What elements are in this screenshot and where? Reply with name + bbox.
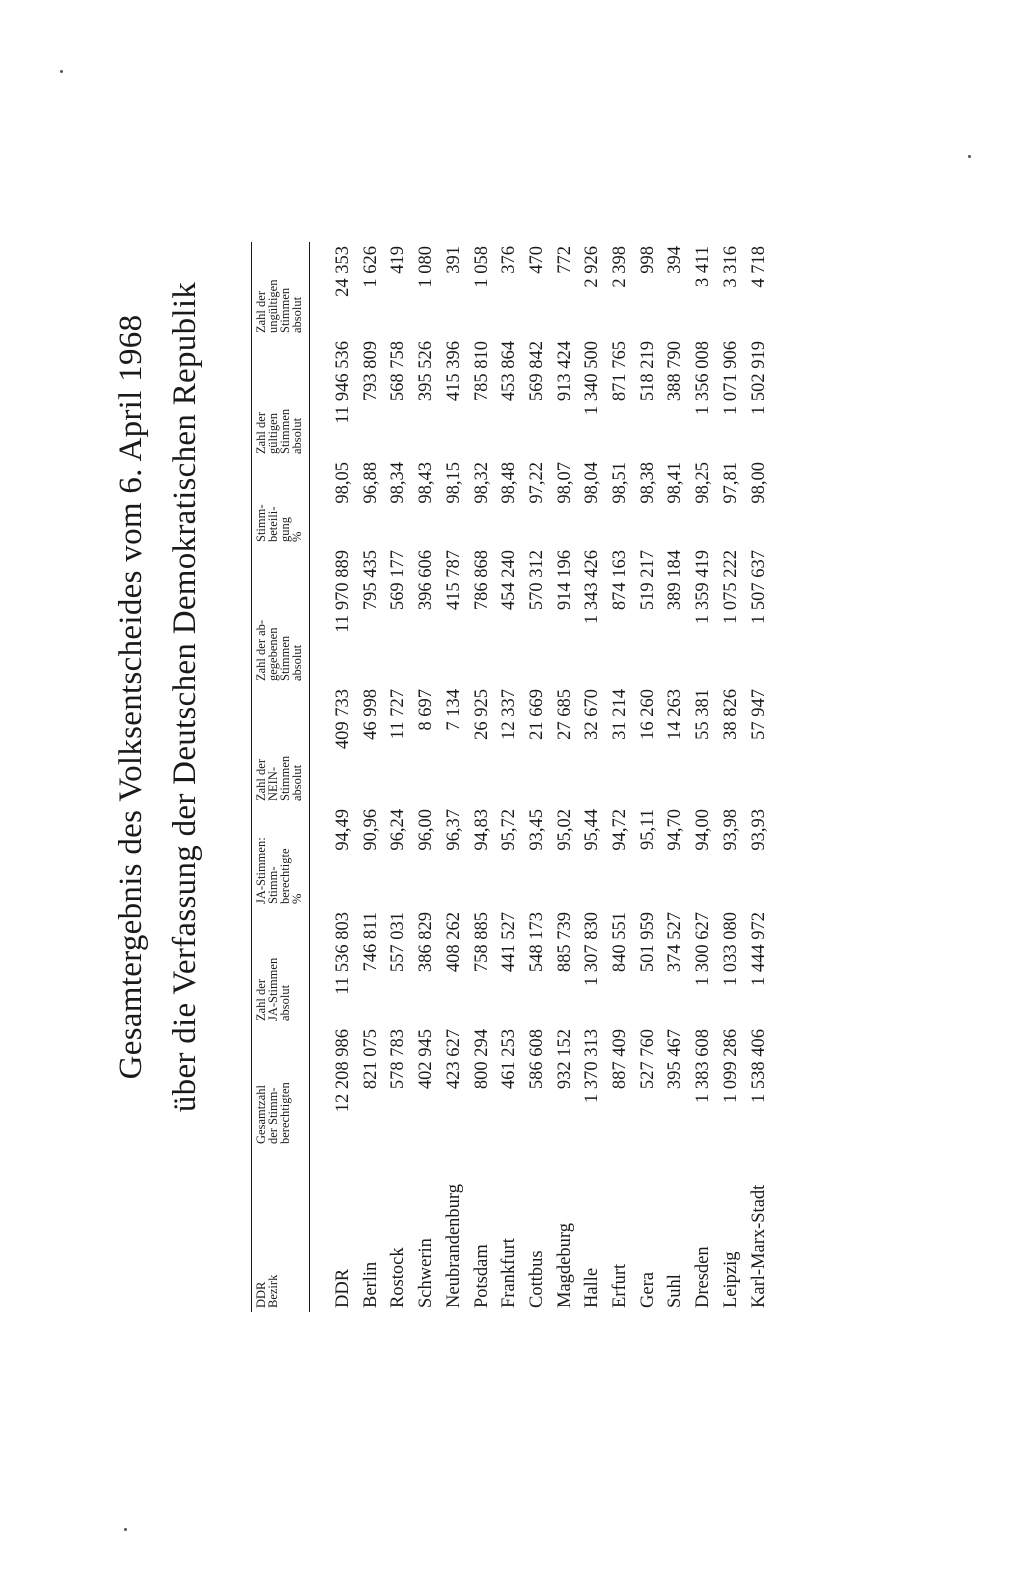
value-cell: 14 263 (665, 689, 686, 740)
value-cell: 38 826 (720, 689, 741, 740)
value-cell: 97,22 (526, 462, 547, 504)
value-cell: 1 080 (416, 246, 437, 288)
value-cell: 96,00 (416, 809, 437, 851)
value-cell: 12 208 986 (333, 1029, 353, 1113)
value-cell: 454 240 (499, 550, 520, 611)
column-header-label: Zahl der NEIN- Stimmen absolut (254, 755, 304, 801)
value-cell: 4 718 (748, 246, 769, 288)
column-header (252, 546, 310, 685)
table-row (662, 242, 690, 1312)
value-cell: 871 765 (610, 341, 631, 402)
value-cell: 388 790 (665, 341, 686, 402)
column-header-label: Gesamtzahl der Stimm- berechtigten (254, 1082, 292, 1144)
column-header (252, 458, 310, 546)
value-cell: 94,70 (665, 809, 686, 851)
value-cell: 97,81 (720, 462, 741, 504)
value-cell: 90,96 (360, 809, 381, 851)
value-cell: 785 810 (471, 341, 492, 402)
bezirk-cell: Rostock (388, 1247, 409, 1308)
table-row (413, 242, 441, 1312)
column-header-label: Zahl der ab- gegebenen Stimmen absolut (254, 619, 304, 681)
value-cell: 55 381 (693, 689, 714, 740)
value-cell: 26 925 (471, 689, 492, 740)
value-cell: 419 (388, 246, 409, 274)
value-cell: 519 217 (637, 550, 658, 611)
value-cell: 395 526 (416, 341, 437, 402)
column-header (252, 1025, 310, 1148)
value-cell: 1 300 627 (693, 912, 714, 986)
bezirk-cell: Karl-Marx-Stadt (748, 1184, 769, 1308)
value-cell: 874 163 (610, 550, 631, 611)
value-cell: 96,88 (360, 462, 381, 504)
value-cell: 887 409 (610, 1029, 631, 1090)
value-cell: 98,41 (665, 462, 686, 504)
value-cell: 11 970 889 (333, 550, 353, 633)
value-cell: 386 829 (416, 912, 437, 973)
value-cell: 96,24 (388, 809, 409, 851)
value-cell: 1 502 919 (748, 341, 769, 415)
table-row (635, 242, 663, 1312)
value-cell: 93,45 (526, 809, 547, 851)
value-cell: 95,44 (582, 809, 603, 851)
value-cell: 1 444 972 (748, 912, 769, 986)
value-cell: 800 294 (471, 1029, 492, 1090)
value-cell: 1 307 830 (582, 912, 603, 986)
value-cell: 569 177 (388, 550, 409, 611)
table-row (607, 242, 635, 1312)
page-title: Gesamtergebnis des Volksentscheides vom 6. April 1968 (113, 314, 149, 1080)
value-cell: 46 998 (360, 689, 381, 740)
bezirk-cell: Schwerin (416, 1238, 437, 1308)
bezirk-cell: Frankfurt (499, 1238, 520, 1308)
value-cell: 415 396 (443, 341, 464, 402)
scan-speck (60, 70, 63, 73)
value-cell: 998 (637, 246, 658, 274)
column-header (252, 242, 310, 337)
table-row (524, 242, 552, 1312)
results-table (251, 242, 773, 1312)
value-cell: 461 253 (499, 1029, 520, 1090)
bezirk-cell: Gera (637, 1272, 658, 1308)
table-body (310, 242, 774, 1312)
value-cell: 98,25 (693, 462, 714, 504)
value-cell: 16 260 (637, 689, 658, 740)
value-cell: 98,32 (471, 462, 492, 504)
value-cell: 453 864 (499, 341, 520, 402)
value-cell: 98,04 (582, 462, 603, 504)
value-cell: 1 343 426 (582, 550, 603, 624)
value-cell: 470 (526, 246, 547, 274)
table-row (746, 242, 774, 1312)
value-cell: 932 152 (554, 1029, 575, 1090)
value-cell: 94,72 (610, 809, 631, 851)
value-cell: 408 262 (443, 912, 464, 973)
value-cell: 11 727 (388, 689, 409, 740)
value-cell: 98,05 (333, 462, 353, 504)
table-row (579, 242, 607, 1312)
value-cell: 31 214 (610, 689, 631, 740)
bezirk-cell: Leipzig (720, 1251, 741, 1308)
bezirk-cell: Neubrandenburg (443, 1184, 464, 1308)
value-cell: 3 411 (693, 246, 714, 287)
value-cell: 569 842 (526, 341, 547, 402)
table-row (469, 242, 497, 1312)
value-cell: 1 071 906 (720, 341, 741, 415)
value-cell: 11 946 536 (333, 341, 353, 424)
value-cell: 98,43 (416, 462, 437, 504)
bezirk-cell: Cottbus (526, 1250, 547, 1308)
table-row (310, 242, 358, 1312)
value-cell: 98,00 (748, 462, 769, 504)
bezirk-cell: DDR (333, 1268, 353, 1308)
value-cell: 389 184 (665, 550, 686, 611)
value-cell: 98,48 (499, 462, 520, 504)
value-cell: 21 669 (526, 689, 547, 740)
value-cell: 586 608 (526, 1029, 547, 1090)
value-cell: 1 538 406 (748, 1029, 769, 1103)
value-cell: 821 075 (360, 1029, 381, 1090)
bezirk-cell: Magdeburg (554, 1223, 575, 1308)
table-row (441, 242, 469, 1312)
header-row (252, 242, 310, 1312)
value-cell: 501 959 (637, 912, 658, 973)
bezirk-cell: Dresden (693, 1246, 714, 1308)
value-cell: 98,51 (610, 462, 631, 504)
bezirk-cell: Berlin (360, 1261, 381, 1308)
table-row (385, 242, 413, 1312)
value-cell: 94,49 (333, 809, 353, 851)
value-cell: 376 (499, 246, 520, 274)
value-cell: 1 356 008 (693, 341, 714, 415)
value-cell: 3 316 (720, 246, 741, 288)
value-cell: 423 627 (443, 1029, 464, 1090)
value-cell: 2 398 (610, 246, 631, 288)
table-row (718, 242, 746, 1312)
table-row (552, 242, 580, 1312)
value-cell: 8 697 (416, 689, 437, 731)
value-cell: 1 099 286 (720, 1029, 741, 1103)
value-cell: 758 885 (471, 912, 492, 973)
bezirk-cell: Suhl (665, 1274, 686, 1308)
value-cell: 95,02 (554, 809, 575, 851)
value-cell: 94,00 (693, 809, 714, 851)
scan-speck (968, 155, 971, 158)
value-cell: 12 337 (499, 689, 520, 740)
value-cell: 32 670 (582, 689, 603, 740)
value-cell: 1 359 419 (693, 550, 714, 624)
value-cell: 394 (665, 246, 686, 274)
table-row (496, 242, 524, 1312)
value-cell: 402 945 (416, 1029, 437, 1090)
value-cell: 24 353 (333, 246, 353, 297)
value-cell: 441 527 (499, 912, 520, 973)
value-cell: 578 783 (388, 1029, 409, 1090)
value-cell: 913 424 (554, 341, 575, 402)
value-cell: 527 760 (637, 1029, 658, 1090)
column-header (252, 337, 310, 458)
value-cell: 772 (554, 246, 575, 274)
column-header (252, 1148, 310, 1312)
value-cell: 548 173 (526, 912, 547, 973)
value-cell: 98,38 (637, 462, 658, 504)
rotated-page-content (105, 82, 820, 1312)
value-cell: 396 606 (416, 550, 437, 611)
value-cell: 96,37 (443, 809, 464, 851)
value-cell: 57 947 (748, 689, 769, 740)
value-cell: 570 312 (526, 550, 547, 611)
value-cell: 415 787 (443, 550, 464, 611)
scan-speck (124, 1528, 127, 1531)
value-cell: 840 551 (610, 912, 631, 973)
value-cell: 93,93 (748, 809, 769, 851)
value-cell: 395 467 (665, 1029, 686, 1090)
value-cell: 885 739 (554, 912, 575, 973)
value-cell: 1 058 (471, 246, 492, 288)
column-header-label: Zahl der gültigen Stimmen absolut (254, 408, 304, 454)
bezirk-cell: Halle (582, 1267, 603, 1308)
value-cell: 518 219 (637, 341, 658, 402)
value-cell: 1 507 637 (748, 550, 769, 624)
column-header-label: DDR Bezirk (254, 1274, 280, 1308)
value-cell: 94,83 (471, 809, 492, 851)
value-cell: 914 196 (554, 550, 575, 611)
value-cell: 93,98 (720, 809, 741, 851)
value-cell: 786 868 (471, 550, 492, 611)
value-cell: 98,15 (443, 462, 464, 504)
value-cell: 98,34 (388, 462, 409, 504)
value-cell: 568 758 (388, 341, 409, 402)
value-cell: 2 926 (582, 246, 603, 288)
value-cell: 7 134 (443, 689, 464, 731)
column-header-label: JA-Stimmen: Stimm- berechtigte % (254, 837, 304, 904)
value-cell: 11 536 803 (333, 912, 353, 995)
column-header (252, 805, 310, 908)
column-header (252, 908, 310, 1025)
page-subtitle: über die Verfassung der Deutschen Demokratischen Republik (167, 281, 203, 1113)
column-header-label: Zahl der ungültigen Stimmen absolut (254, 279, 304, 333)
value-cell: 374 527 (665, 912, 686, 973)
value-cell: 95,72 (499, 809, 520, 851)
table-header (252, 242, 310, 1312)
bezirk-cell: Potsdam (471, 1244, 492, 1308)
value-cell: 1 383 608 (693, 1029, 714, 1103)
value-cell: 793 809 (360, 341, 381, 402)
value-cell: 95,11 (637, 809, 658, 850)
table-row (358, 242, 386, 1312)
column-header (252, 685, 310, 805)
value-cell: 1 033 080 (720, 912, 741, 986)
value-cell: 27 685 (554, 689, 575, 740)
value-cell: 409 733 (333, 689, 353, 750)
value-cell: 1 626 (360, 246, 381, 288)
value-cell: 1 075 222 (720, 550, 741, 624)
value-cell: 557 031 (388, 912, 409, 973)
column-header-label: Stimm- beteili- gung % (254, 504, 304, 542)
column-header-label: Zahl der JA-Stimmen absolut (254, 957, 292, 1021)
value-cell: 1 340 500 (582, 341, 603, 415)
bezirk-cell: Erfurt (610, 1263, 631, 1308)
table-row (690, 242, 718, 1312)
value-cell: 1 370 313 (582, 1029, 603, 1103)
value-cell: 795 435 (360, 550, 381, 611)
value-cell: 746 811 (360, 912, 381, 972)
value-cell: 391 (443, 246, 464, 274)
value-cell: 98,07 (554, 462, 575, 504)
